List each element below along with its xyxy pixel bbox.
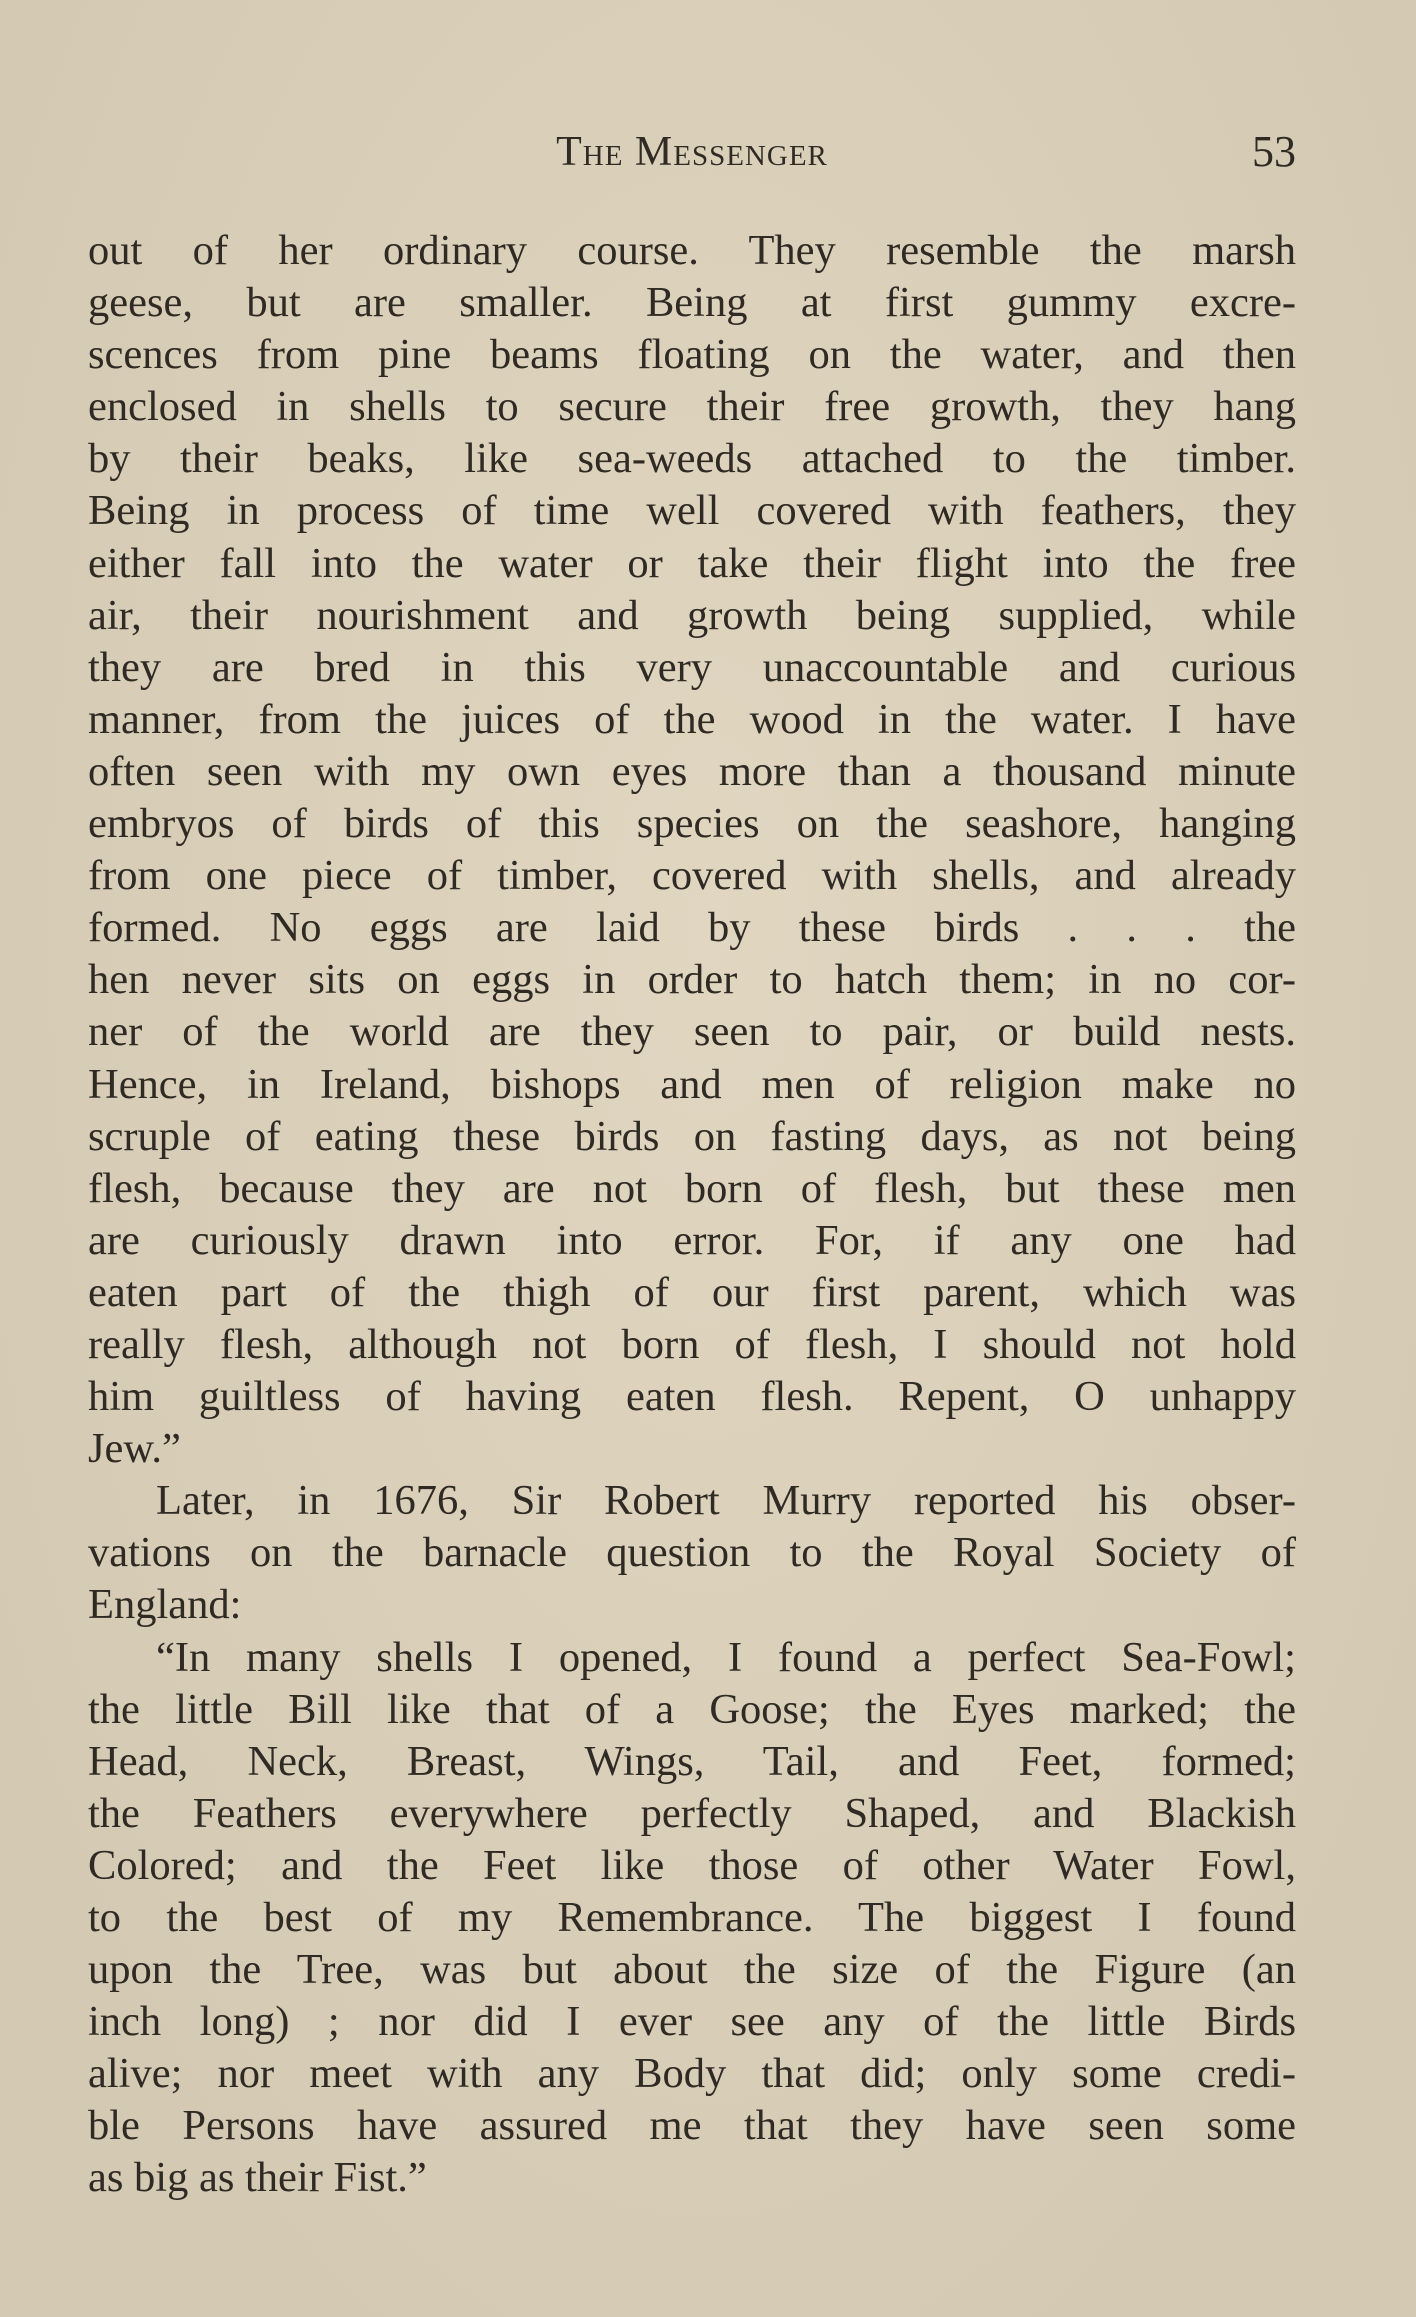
text-line: often seen with my own eyes more than a thousand minute xyxy=(88,747,1296,795)
text-line: “In many shells I opened, I found a perfect Sea-Fowl; xyxy=(156,1633,1296,1681)
text-line: alive; nor meet with any Body that did; only some credi- xyxy=(88,2050,1296,2098)
text-line: enclosed in shells to secure their free growth, they hang xyxy=(88,383,1296,431)
text-line: vations on the barnacle question to the Royal Society of xyxy=(88,1529,1296,1577)
text-line: as big as their Fist.” xyxy=(88,2154,427,2202)
text-line: scences from pine beams floating on the water, and then xyxy=(88,331,1296,379)
text-line: the little Bill like that of a Goose; the Eyes marked; the xyxy=(88,1685,1296,1733)
text-line: from one piece of timber, covered with shells, and already xyxy=(88,852,1296,900)
text-line: him guiltless of having eaten flesh. Repent, O unhappy xyxy=(88,1373,1296,1421)
text-line: air, their nourishment and growth being supplied, while xyxy=(88,591,1296,639)
text-line: manner, from the juices of the wood in the water. I have xyxy=(88,695,1296,743)
text-line: geese, but are smaller. Being at first gummy excre- xyxy=(88,279,1296,327)
body-text xyxy=(88,225,1296,2205)
text-line: Later, in 1676, Sir Robert Murry reported his obser- xyxy=(156,1477,1296,1525)
text-line: out of her ordinary course. They resemble the marsh xyxy=(88,227,1296,274)
text-line: embryos of birds of this species on the seashore, hanging xyxy=(88,800,1296,848)
text-line: are curiously drawn into error. For, if any one had xyxy=(88,1216,1296,1264)
text-line: England: xyxy=(88,1581,242,1629)
text-line: inch long) ; nor did I ever see any of the little Birds xyxy=(88,1998,1296,2046)
text-line: upon the Tree, was but about the size of the Figure (an xyxy=(88,1946,1296,1994)
text-line: the Feathers everywhere perfectly Shaped, and Blackish xyxy=(88,1789,1296,1837)
text-line: formed. No eggs are laid by these birds . . . the xyxy=(88,904,1296,952)
text-line: ner of the world are they seen to pair, or build nests. xyxy=(88,1008,1296,1056)
text-line: by their beaks, like sea-weeds attached to the timber. xyxy=(88,435,1296,483)
page-number: 53 xyxy=(1252,127,1296,176)
text-line: either fall into the water or take their flight into the free xyxy=(88,539,1296,587)
text-line: scruple of eating these birds on fasting days, as not being xyxy=(88,1112,1296,1160)
text-line: hen never sits on eggs in order to hatch them; in no cor- xyxy=(88,956,1296,1004)
text-line: really flesh, although not born of flesh, I should not hold xyxy=(88,1320,1296,1368)
text-line: Jew.” xyxy=(88,1425,181,1473)
text-line: eaten part of the thigh of our first parent, which was xyxy=(88,1268,1296,1316)
text-line: Being in process of time well covered with feathers, they xyxy=(88,487,1296,535)
running-head xyxy=(88,122,1296,182)
running-title: The Messenger xyxy=(556,129,828,175)
text-line: flesh, because they are not born of flesh, but these men xyxy=(88,1164,1296,1212)
text-line: Colored; and the Feet like those of other Water Fowl, xyxy=(88,1841,1296,1889)
text-line: to the best of my Remembrance. The biggest I found xyxy=(88,1894,1296,1941)
text-line: Hence, in Ireland, bishops and men of religion make no xyxy=(88,1060,1296,1108)
text-line: they are bred in this very unaccountable and curious xyxy=(88,643,1296,691)
text-line: ble Persons have assured me that they have seen some xyxy=(88,2102,1296,2150)
text-line: Head, Neck, Breast, Wings, Tail, and Feet, formed; xyxy=(88,1737,1296,1785)
